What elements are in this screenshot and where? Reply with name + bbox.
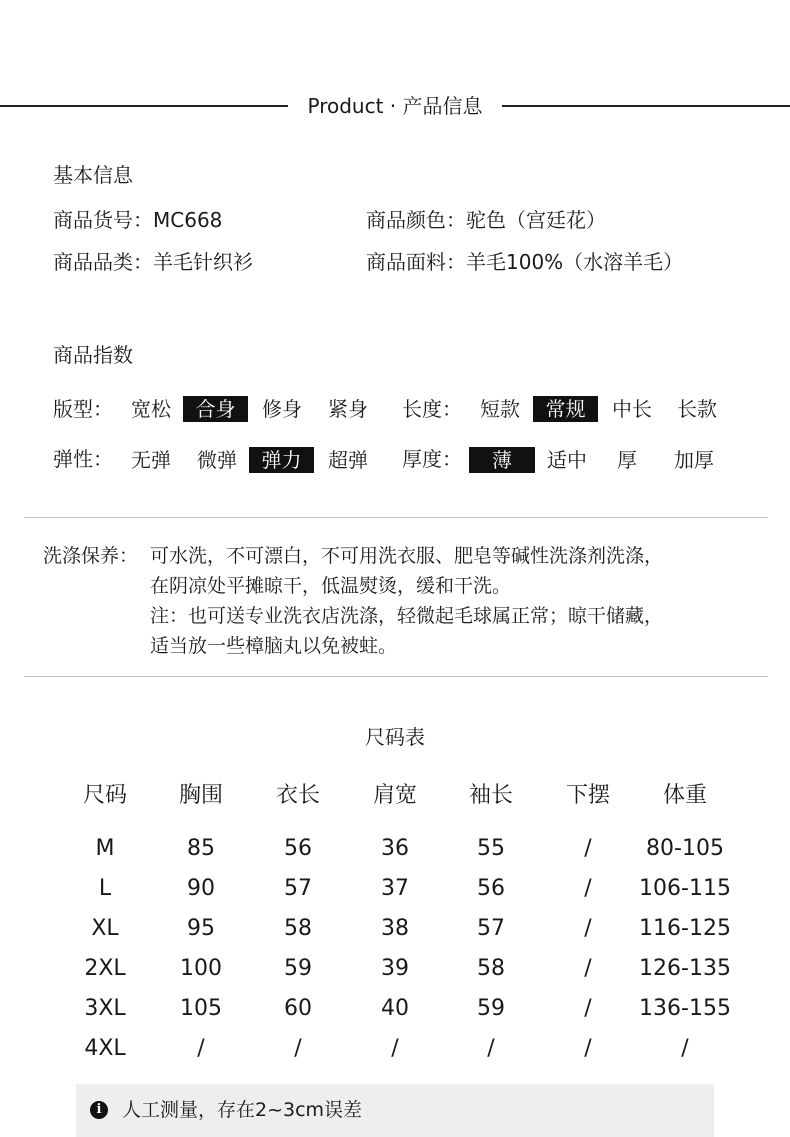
fit-option-regular: 合身 <box>183 396 248 422</box>
page-title-text: Product · 产品信息 <box>299 94 490 118</box>
size-cell-hem: / <box>584 916 592 941</box>
fit-option-loose: 宽松 <box>131 397 171 421</box>
care-line-3: 注：也可送专业洗衣店洗涤，轻微起毛球属正常；晾干储藏， <box>150 605 664 627</box>
stretch-option-none: 无弹 <box>131 448 171 472</box>
category-row <box>53 248 253 276</box>
size-cell-shoulder: 38 <box>381 916 409 941</box>
size-cell-weight: 80-105 <box>646 836 724 861</box>
size-cell-size: L <box>98 876 112 901</box>
size-cell-hem: / <box>584 1036 592 1061</box>
size-header-weight: 体重 <box>662 783 707 808</box>
size-cell-weight: 126-135 <box>639 956 731 981</box>
size-cell-sleeve: 55 <box>477 836 505 861</box>
care-line-2: 在阴凉处平摊晾干，低温熨烫，缓和干洗。 <box>150 575 512 597</box>
size-header-size: 尺码 <box>82 783 127 808</box>
size-cell-length: / <box>294 1036 302 1061</box>
size-header-shoulder: 肩宽 <box>372 783 417 808</box>
size-cell-sleeve: 56 <box>477 876 505 901</box>
size-cell-chest: 95 <box>187 916 215 941</box>
divider-top <box>24 517 768 518</box>
size-cell-hem: / <box>584 836 592 861</box>
size-cell-sleeve: / <box>487 1036 495 1061</box>
fabric-row <box>366 248 683 276</box>
stretch-option-super: 超弹 <box>328 448 368 472</box>
size-header-hem: 下摆 <box>565 783 610 808</box>
fit-option-slim: 修身 <box>262 397 302 421</box>
size-cell-size: 4XL <box>84 1036 126 1061</box>
category-value: 羊毛针织衫 <box>153 250 253 274</box>
care-line-1: 可水洗，不可漂白，不可用洗衣服、肥皂等碱性洗涤剂洗涤， <box>150 545 664 567</box>
length-option-short: 短款 <box>480 397 520 421</box>
size-cell-chest: 105 <box>180 996 222 1021</box>
size-cell-shoulder: 37 <box>381 876 409 901</box>
size-cell-length: 58 <box>284 916 312 941</box>
size-cell-weight: 106-115 <box>639 876 731 901</box>
size-cell-shoulder: 39 <box>381 956 409 981</box>
thickness-label: 厚度： <box>402 447 462 471</box>
length-option-regular: 常规 <box>533 396 598 422</box>
size-cell-weight: 116-125 <box>639 916 731 941</box>
sku-label: 商品货号： <box>53 208 153 232</box>
thickness-option-thin: 薄 <box>469 447 535 473</box>
basic-info-title: 基本信息 <box>53 163 133 187</box>
size-cell-chest: / <box>197 1036 205 1061</box>
size-cell-size: 3XL <box>84 996 126 1021</box>
size-cell-sleeve: 57 <box>477 916 505 941</box>
stretch-option-slight: 微弹 <box>197 448 237 472</box>
stretch-option-stretch: 弹力 <box>249 447 314 473</box>
color-label: 商品颜色： <box>366 208 466 232</box>
size-table-title: 尺码表 <box>365 725 425 749</box>
size-cell-length: 57 <box>284 876 312 901</box>
care-line-4: 适当放一些樟脑丸以免被蛀。 <box>150 635 398 657</box>
stretch-label: 弹性： <box>53 447 113 471</box>
thickness-option-thick: 厚 <box>617 448 637 472</box>
fit-option-tight: 紧身 <box>328 397 368 421</box>
size-cell-hem: / <box>584 876 592 901</box>
size-cell-length: 59 <box>284 956 312 981</box>
size-cell-weight: 136-155 <box>639 996 731 1021</box>
thickness-option-extra-thick: 加厚 <box>674 448 714 472</box>
care-label: 洗涤保养： <box>43 545 139 567</box>
category-label: 商品品类： <box>53 250 153 274</box>
divider-bottom <box>24 676 768 677</box>
fit-label: 版型： <box>53 397 113 421</box>
size-cell-weight: / <box>681 1036 689 1061</box>
info-icon: i <box>90 1101 108 1119</box>
index-title: 商品指数 <box>53 343 133 367</box>
size-cell-shoulder: / <box>391 1036 399 1061</box>
measurement-note-text: 人工测量，存在2~3cm误差 <box>122 1099 363 1121</box>
length-label: 长度： <box>402 397 462 421</box>
size-cell-length: 56 <box>284 836 312 861</box>
size-cell-size: 2XL <box>84 956 126 981</box>
size-header-chest: 胸围 <box>178 783 223 808</box>
size-cell-size: M <box>95 836 115 861</box>
length-option-mid: 中长 <box>612 397 652 421</box>
sku-value: MC668 <box>153 208 223 232</box>
size-cell-shoulder: 40 <box>381 996 409 1021</box>
fabric-value: 羊毛100%（水溶羊毛） <box>466 250 684 274</box>
size-cell-size: XL <box>91 916 119 941</box>
size-cell-chest: 85 <box>187 836 215 861</box>
size-cell-chest: 90 <box>187 876 215 901</box>
size-header-sleeve: 袖长 <box>468 783 513 808</box>
size-cell-sleeve: 58 <box>477 956 505 981</box>
size-cell-hem: / <box>584 956 592 981</box>
size-cell-shoulder: 36 <box>381 836 409 861</box>
sku-row <box>53 206 222 234</box>
measurement-note <box>76 1084 714 1137</box>
size-cell-length: 60 <box>284 996 312 1021</box>
length-option-long: 长款 <box>677 397 717 421</box>
size-cell-hem: / <box>584 996 592 1021</box>
page-title <box>0 92 790 120</box>
thickness-option-medium: 适中 <box>547 448 587 472</box>
size-cell-chest: 100 <box>180 956 222 981</box>
size-header-length: 衣长 <box>275 783 320 808</box>
color-value: 驼色（宫廷花） <box>466 208 606 232</box>
color-row <box>366 206 606 234</box>
fabric-label: 商品面料： <box>366 250 466 274</box>
size-cell-sleeve: 59 <box>477 996 505 1021</box>
